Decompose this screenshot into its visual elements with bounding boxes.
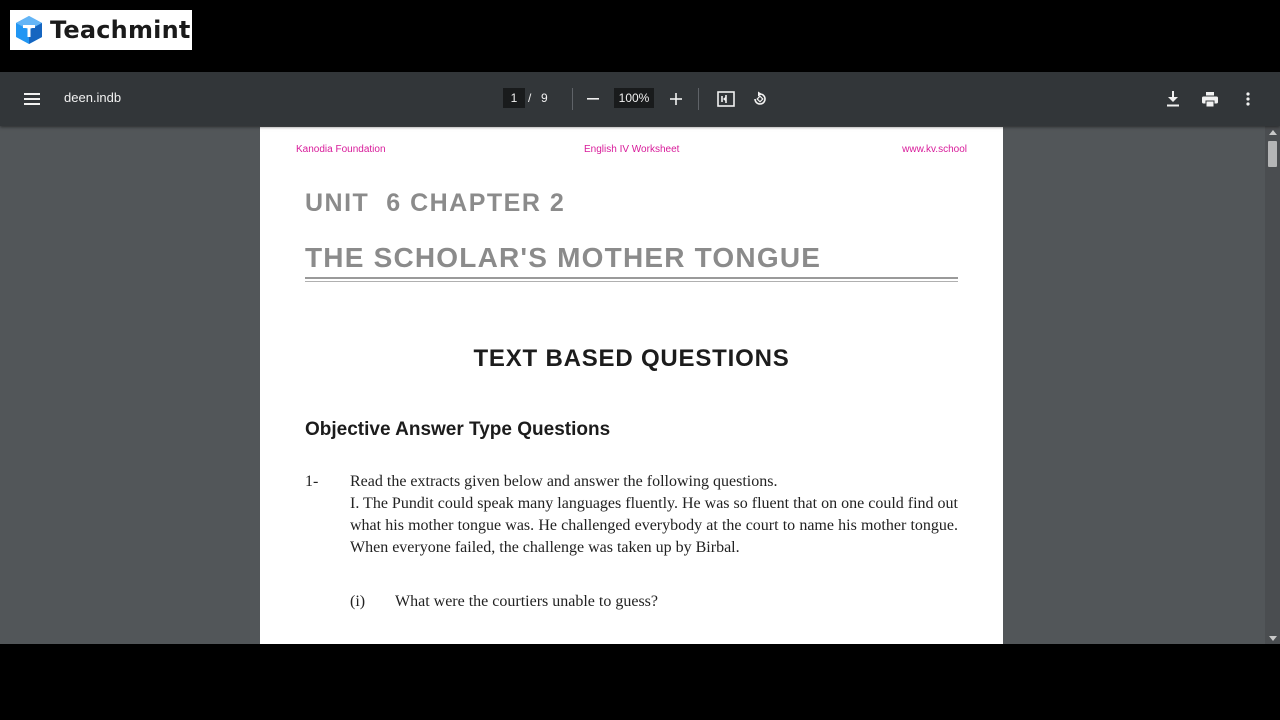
unit-heading: UNIT 6 CHAPTER 2: [305, 189, 566, 217]
title-rule: [305, 277, 958, 279]
scroll-up-arrow[interactable]: [1269, 130, 1277, 135]
page-separator: /: [528, 91, 532, 105]
fit-to-page-icon: [717, 91, 735, 107]
chapter-title: THE SCHOLAR'S MOTHER TONGUE: [305, 242, 822, 273]
page-total: 9: [541, 91, 548, 105]
scroll-down-arrow[interactable]: [1269, 636, 1277, 641]
plus-icon: [670, 93, 682, 105]
sub-question: [350, 593, 658, 611]
question-number: 1-: [305, 473, 319, 490]
vertical-scrollbar[interactable]: [1265, 126, 1280, 644]
zoom-in-button[interactable]: [662, 85, 690, 113]
page-header-right: www.kv.school: [902, 144, 967, 155]
rotate-icon: [752, 91, 768, 107]
title-rule: [305, 281, 958, 282]
document-title: deen.indb: [64, 90, 122, 105]
hamburger-menu-icon: [24, 92, 40, 106]
more-vertical-icon: [1246, 92, 1250, 106]
page-header-left: Kanodia Foundation: [296, 144, 386, 155]
subsection-title: Objective Answer Type Questions: [305, 419, 611, 440]
toolbar-divider: [698, 88, 699, 110]
extract-text: I. The Pundit could speak many languages fluently. He was so fluent that on one could find out what his mother tongue was. He challenged everybody at the court to name his mother tongue. When everyone failed, the challenge was taken up by Birbal.: [350, 495, 958, 556]
fit-to-page-button[interactable]: [712, 85, 740, 113]
print-button[interactable]: [1196, 85, 1224, 113]
pdf-viewer: [0, 72, 1280, 644]
teachmint-logo: [10, 10, 192, 50]
page-header-center: English IV Worksheet: [584, 144, 680, 155]
teachmint-logo-icon: [14, 15, 44, 45]
print-icon: [1202, 92, 1218, 107]
page-number-input[interactable]: [503, 88, 525, 108]
section-title: TEXT BASED QUESTIONS: [473, 345, 790, 372]
rotate-button[interactable]: [746, 85, 774, 113]
more-actions-button[interactable]: [1234, 85, 1262, 113]
scrollbar-thumb[interactable]: [1268, 141, 1277, 167]
download-icon: [1166, 91, 1180, 107]
sub-question-label: (i): [350, 593, 366, 610]
question-intro: Read the extracts given below and answer the following questions.: [350, 473, 778, 490]
pdf-toolbar: [0, 72, 1280, 126]
brand-bar: [0, 0, 1280, 72]
zoom-out-button[interactable]: [579, 85, 607, 113]
download-button[interactable]: [1159, 85, 1187, 113]
zoom-level-input[interactable]: [614, 88, 654, 108]
question-body: [350, 471, 958, 559]
sub-question-text: What were the courtiers unable to guess?: [395, 593, 659, 610]
pdf-page: [260, 127, 1003, 644]
toolbar-divider: [572, 88, 573, 110]
menu-button[interactable]: [18, 85, 46, 113]
brand-name: Teachmint: [50, 16, 191, 44]
minus-icon: [587, 93, 599, 105]
bottom-letterbox: [0, 644, 1280, 720]
